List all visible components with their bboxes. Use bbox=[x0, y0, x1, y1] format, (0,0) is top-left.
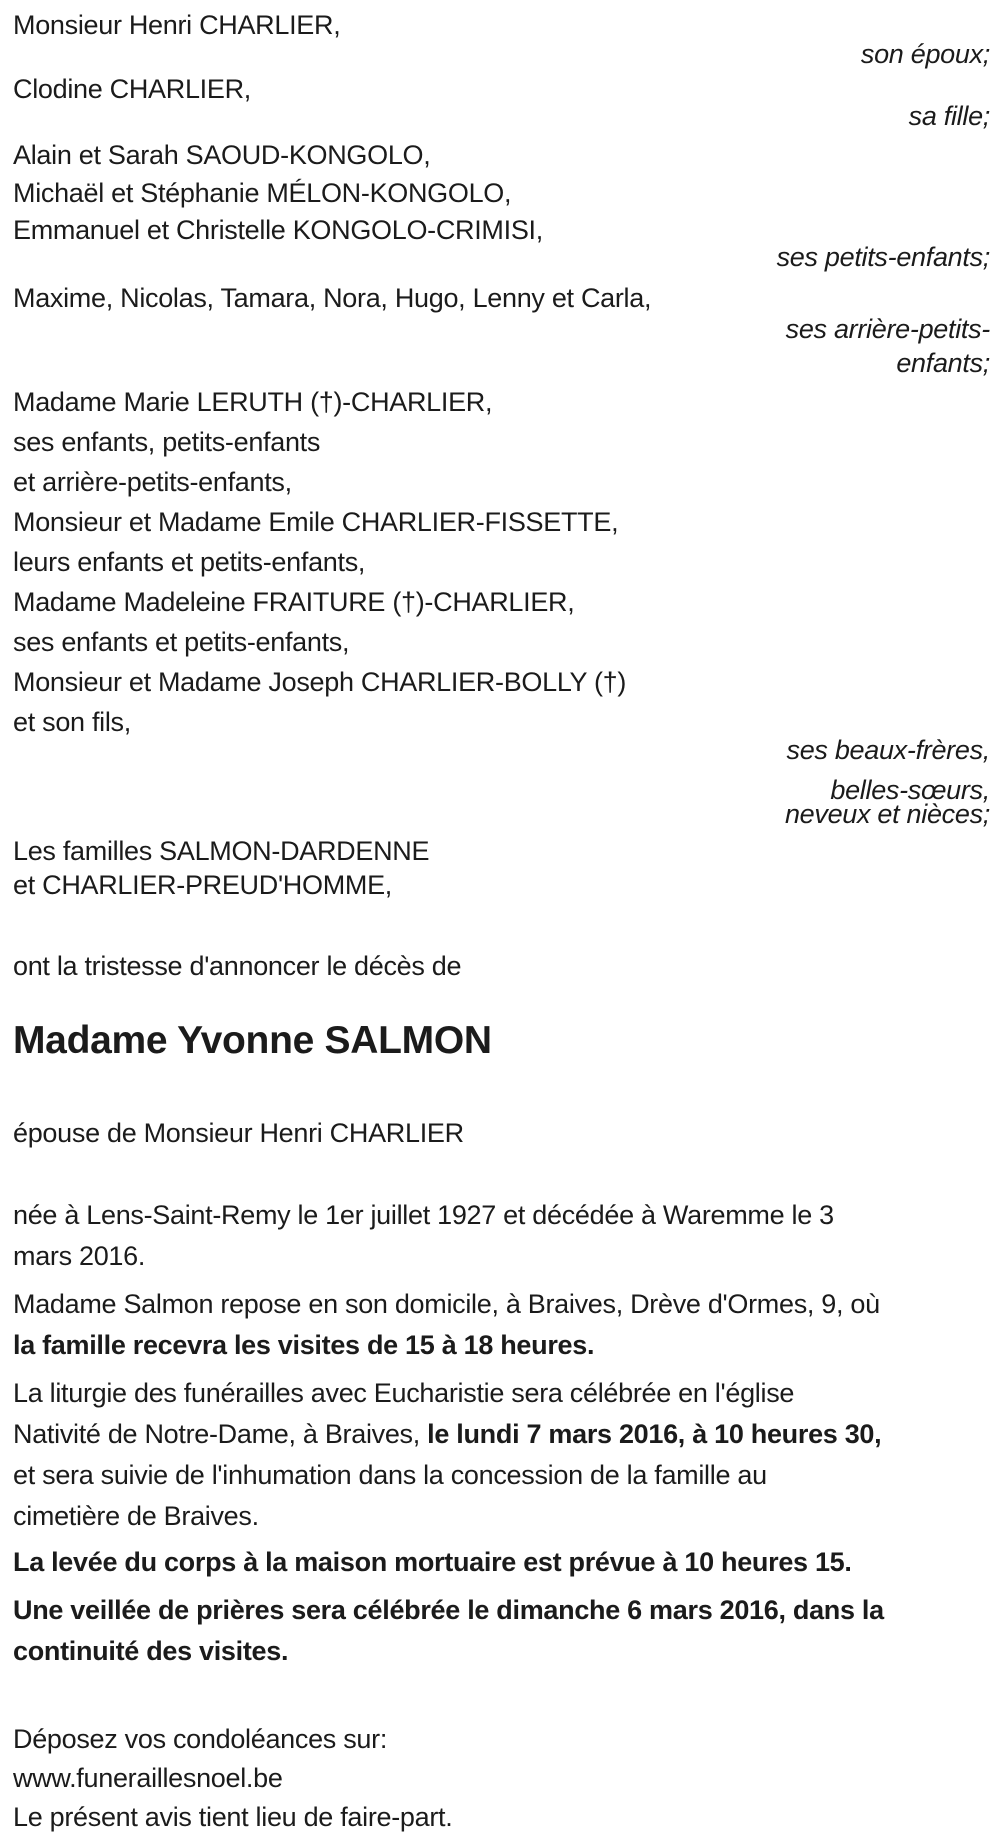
text-segment: épouse de Monsieur Henri CHARLIER bbox=[13, 1118, 464, 1148]
text-segment: Madame Marie LERUTH (†)-CHARLIER, bbox=[13, 387, 493, 417]
text-segment: née à Lens-Saint-Remy le 1er juillet 1927 et décédée à Waremme le 3 bbox=[13, 1200, 834, 1230]
text-segment: Emmanuel et Christelle KONGOLO-CRIMISI, bbox=[13, 215, 543, 245]
text-segment: Alain et Sarah SAOUD-KONGOLO, bbox=[13, 140, 431, 170]
text-segment: Une veillée de prières sera célébrée le dimanche 6 mars 2016, dans la bbox=[13, 1595, 884, 1625]
text-segment: la famille recevra les visites de 15 à 18 heures. bbox=[13, 1330, 595, 1360]
text-segment: Monsieur et Madame Joseph CHARLIER-BOLLY (†) bbox=[13, 667, 627, 697]
text-segment: Monsieur et Madame Emile CHARLIER-FISSETTE, bbox=[13, 507, 619, 537]
relative-line-inlaw bbox=[13, 504, 990, 541]
text-segment: Maxime, Nicolas, Tamara, Nora, Hugo, Lenny et Carla, bbox=[13, 283, 652, 313]
families-line bbox=[13, 867, 990, 904]
relative-line-inlaw bbox=[13, 384, 990, 421]
text-segment: leurs enfants et petits-enfants, bbox=[13, 547, 366, 577]
text-segment: Les familles SALMON-DARDENNE bbox=[13, 836, 430, 866]
text-segment: ses enfants et petits-enfants, bbox=[13, 627, 350, 657]
birth-death-line bbox=[13, 1195, 990, 1236]
text-segment: www.funeraillesnoel.be bbox=[13, 1763, 283, 1793]
veillee-line bbox=[13, 1590, 990, 1631]
notice-closing-line bbox=[13, 1798, 990, 1837]
spouse-line bbox=[13, 1115, 990, 1152]
text-segment: Monsieur Henri CHARLIER, bbox=[13, 10, 341, 40]
text-segment: La levée du corps à la maison mortuaire est prévue à 10 heures 15. bbox=[13, 1547, 852, 1577]
funeral-line bbox=[13, 1414, 990, 1455]
relative-line-inlaw bbox=[13, 624, 990, 661]
text-segment: Madame Yvonne SALMON bbox=[13, 1019, 492, 1062]
levee-line bbox=[13, 1542, 990, 1583]
funeral-line bbox=[13, 1455, 990, 1496]
text-segment: cimetière de Braives. bbox=[13, 1501, 259, 1531]
text-segment: son époux; bbox=[860, 39, 990, 69]
relative-line-inlaw bbox=[13, 464, 990, 501]
website-url bbox=[13, 1759, 990, 1798]
text-segment: Clodine CHARLIER, bbox=[13, 74, 251, 104]
relation-label-inlaws bbox=[13, 732, 990, 769]
text-segment: sa fille; bbox=[908, 101, 990, 131]
veillee-line bbox=[13, 1631, 990, 1672]
text-segment: ont la tristesse d'annoncer le décès de bbox=[13, 951, 462, 981]
text-segment: Le présent avis tient lieu de faire-part. bbox=[13, 1802, 453, 1832]
birth-death-line bbox=[13, 1236, 990, 1277]
relation-label-inlaws bbox=[13, 796, 990, 833]
text-segment: ses enfants, petits-enfants bbox=[13, 427, 321, 457]
relative-line-inlaw bbox=[13, 584, 990, 621]
funeral-line bbox=[13, 1496, 990, 1537]
relative-line-grandchild bbox=[13, 175, 990, 212]
visitation-line bbox=[13, 1284, 990, 1325]
text-segment: enfants; bbox=[896, 348, 990, 378]
text-segment: Michaël et Stéphanie MÉLON-KONGOLO, bbox=[13, 178, 512, 208]
text-segment: ses beaux-frères, bbox=[786, 735, 990, 765]
text-segment: belles-sœurs, bbox=[830, 775, 990, 805]
text-segment: ses petits-enfants; bbox=[776, 242, 990, 272]
visitation-line bbox=[13, 1325, 990, 1366]
text-segment: le lundi 7 mars 2016, à 10 heures 30, bbox=[427, 1419, 882, 1449]
text-segment: et arrière-petits-enfants, bbox=[13, 467, 292, 497]
relative-line-inlaw bbox=[13, 544, 990, 581]
relative-line-inlaw bbox=[13, 664, 990, 701]
relation-label-greatgrandchildren bbox=[13, 345, 990, 382]
announcement-line bbox=[13, 948, 990, 985]
relative-line-grandchild bbox=[13, 137, 990, 174]
text-segment: Madame Madeleine FRAITURE (†)-CHARLIER, bbox=[13, 587, 575, 617]
deceased-name bbox=[13, 1013, 990, 1069]
text-segment: neveux et nièces; bbox=[784, 799, 990, 829]
text-segment: et CHARLIER-PREUD'HOMME, bbox=[13, 870, 393, 900]
text-segment: La liturgie des funérailles avec Eucharistie sera célébrée en l'église bbox=[13, 1378, 795, 1408]
text-segment: et son fils, bbox=[13, 707, 131, 737]
notice-body bbox=[13, 7, 990, 1837]
families-line bbox=[13, 833, 990, 870]
funeral-line bbox=[13, 1373, 990, 1414]
text-segment: Nativité de Notre-Dame, à Braives, bbox=[13, 1419, 428, 1449]
text-segment: continuité des visites. bbox=[13, 1636, 289, 1666]
text-segment: et sera suivie de l'inhumation dans la concession de la famille au bbox=[13, 1460, 767, 1490]
condolences-line bbox=[13, 1720, 990, 1759]
text-segment: ses arrière-petits- bbox=[785, 314, 990, 344]
text-segment: mars 2016. bbox=[13, 1241, 146, 1271]
relative-line-inlaw bbox=[13, 424, 990, 461]
text-segment: Madame Salmon repose en son domicile, à Braives, Drève d'Ormes, 9, où bbox=[13, 1289, 880, 1319]
text-segment: Déposez vos condoléances sur: bbox=[13, 1724, 388, 1754]
